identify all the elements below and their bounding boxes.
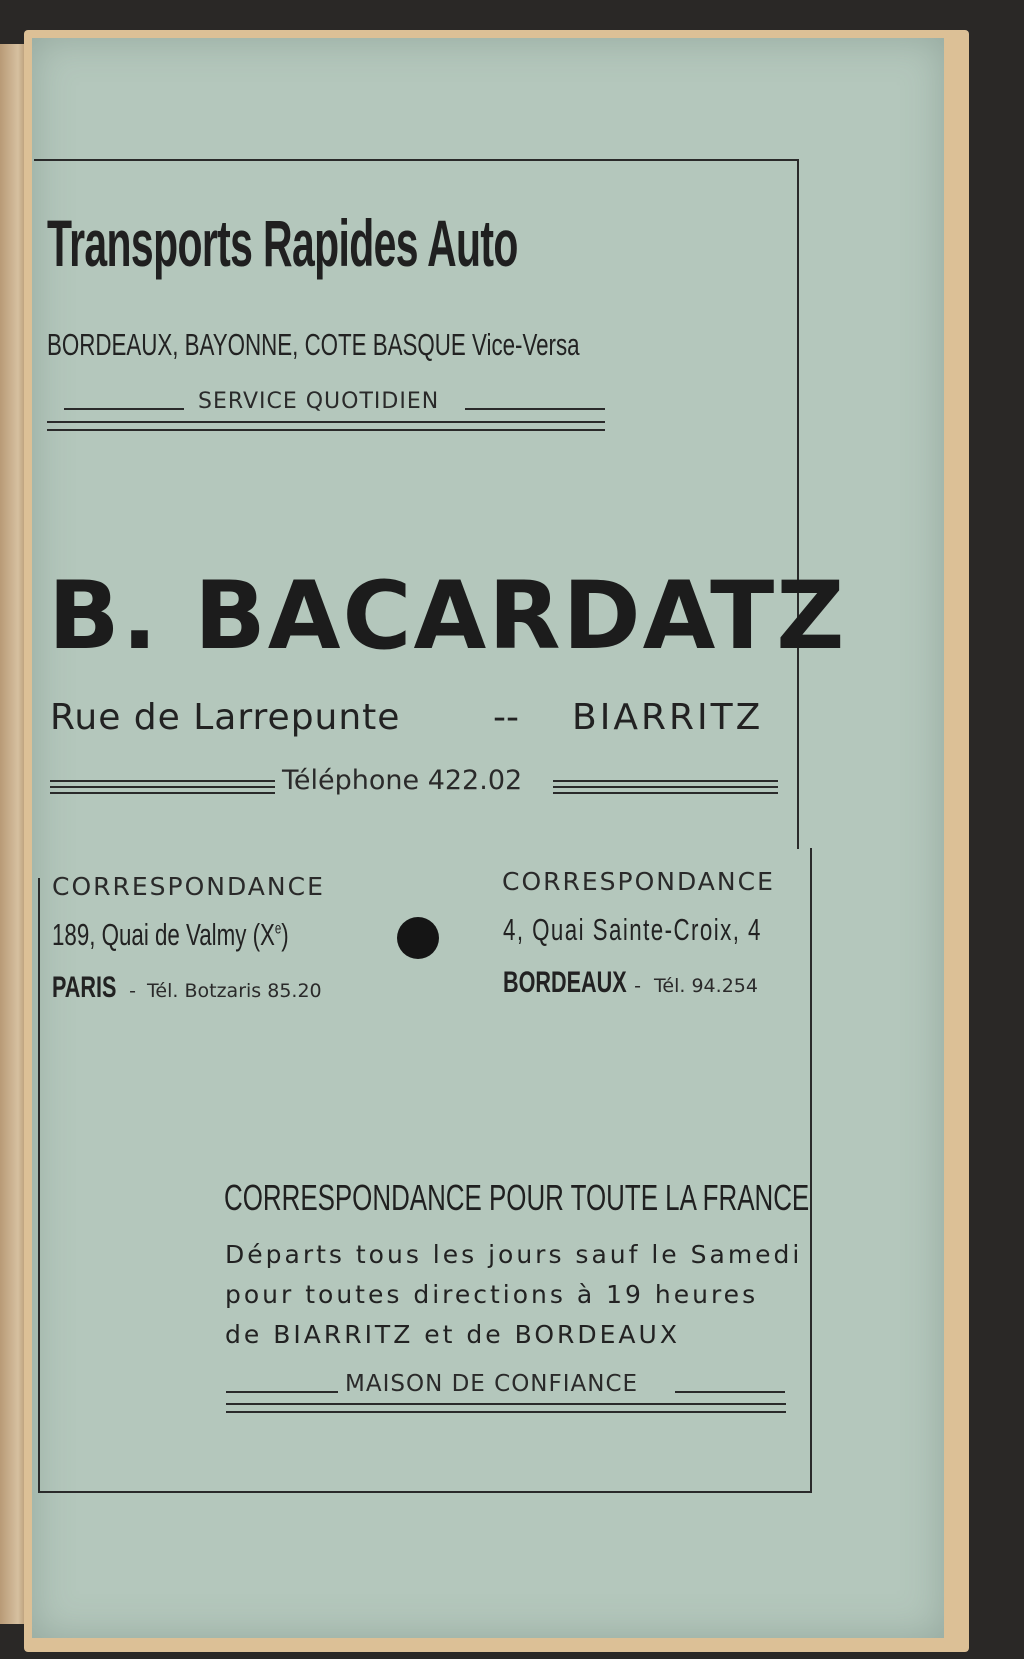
brand-city: BIARRITZ: [572, 697, 764, 738]
brand-separator: --: [493, 697, 519, 738]
paris-correspondence-label: CORRESPONDANCE: [52, 872, 325, 901]
paris-address-end: ): [281, 917, 289, 952]
service-double-rule-1: [47, 421, 605, 423]
phone-rule-left-3: [50, 792, 275, 794]
brand-street: Rue de Larrepunte: [50, 697, 401, 738]
frame-right-lower: [810, 848, 812, 1493]
frame-right-upper: [797, 159, 799, 849]
service-double-rule-2: [47, 429, 605, 431]
footer-rule-right: [675, 1391, 785, 1393]
service-label: SERVICE QUOTIDIEN: [198, 389, 440, 414]
france-heading: CORRESPONDANCE POUR TOUTE LA FRANCE: [224, 1177, 810, 1218]
footer-tagline: MAISON DE CONFIANCE: [345, 1371, 639, 1397]
bordeaux-address: 4, Quai Sainte-Croix, 4: [503, 912, 762, 947]
phone-rule-left-2: [50, 786, 275, 788]
service-rule-right: [465, 408, 605, 410]
footer-rule-left: [226, 1391, 338, 1393]
phone-rule-left-1: [50, 780, 275, 782]
bordeaux-tel: Tél. 94.254: [654, 975, 758, 997]
departure-line-3: de BIARRITZ et de BORDEAUX: [225, 1320, 680, 1349]
paris-address-main: 189, Quai de Valmy (X: [52, 917, 275, 952]
frame-left: [38, 878, 40, 1493]
paris-address: [52, 917, 289, 953]
brand-name: B. BACARDATZ: [48, 562, 847, 671]
paris-tel: Tél. Botzaris 85.20: [147, 980, 322, 1002]
footer-double-rule-1: [226, 1403, 786, 1405]
departure-line-2: pour toutes directions à 19 heures: [225, 1280, 759, 1309]
route-cities: BORDEAUX, BAYONNE, COTE BASQUE Vice-Versa: [47, 327, 580, 362]
company-title: Transports Rapides Auto: [47, 206, 518, 280]
footer-double-rule-2: [226, 1411, 786, 1413]
bordeaux-correspondence-label: CORRESPONDANCE: [502, 867, 775, 896]
departure-line-1: Départs tous les jours sauf le Samedi: [225, 1240, 803, 1269]
bordeaux-contact: [503, 966, 758, 1000]
phone-rule-right-2: [553, 786, 778, 788]
paris-contact: [52, 971, 322, 1005]
service-rule-left: [64, 408, 184, 410]
bordeaux-tel-prefix: -: [634, 975, 641, 997]
paris-tel-prefix: -: [129, 980, 136, 1002]
bullet-dot: [397, 917, 439, 959]
phone-rule-right-1: [553, 780, 778, 782]
phone-rule-right-3: [553, 792, 778, 794]
paris-address-superscript: e: [274, 920, 282, 938]
frame-bottom: [38, 1491, 812, 1493]
brand-phone: Téléphone 422.02: [282, 765, 523, 796]
frame-top: [34, 159, 799, 161]
paris-city: PARIS: [52, 971, 117, 1004]
bordeaux-city: BORDEAUX: [503, 966, 627, 999]
